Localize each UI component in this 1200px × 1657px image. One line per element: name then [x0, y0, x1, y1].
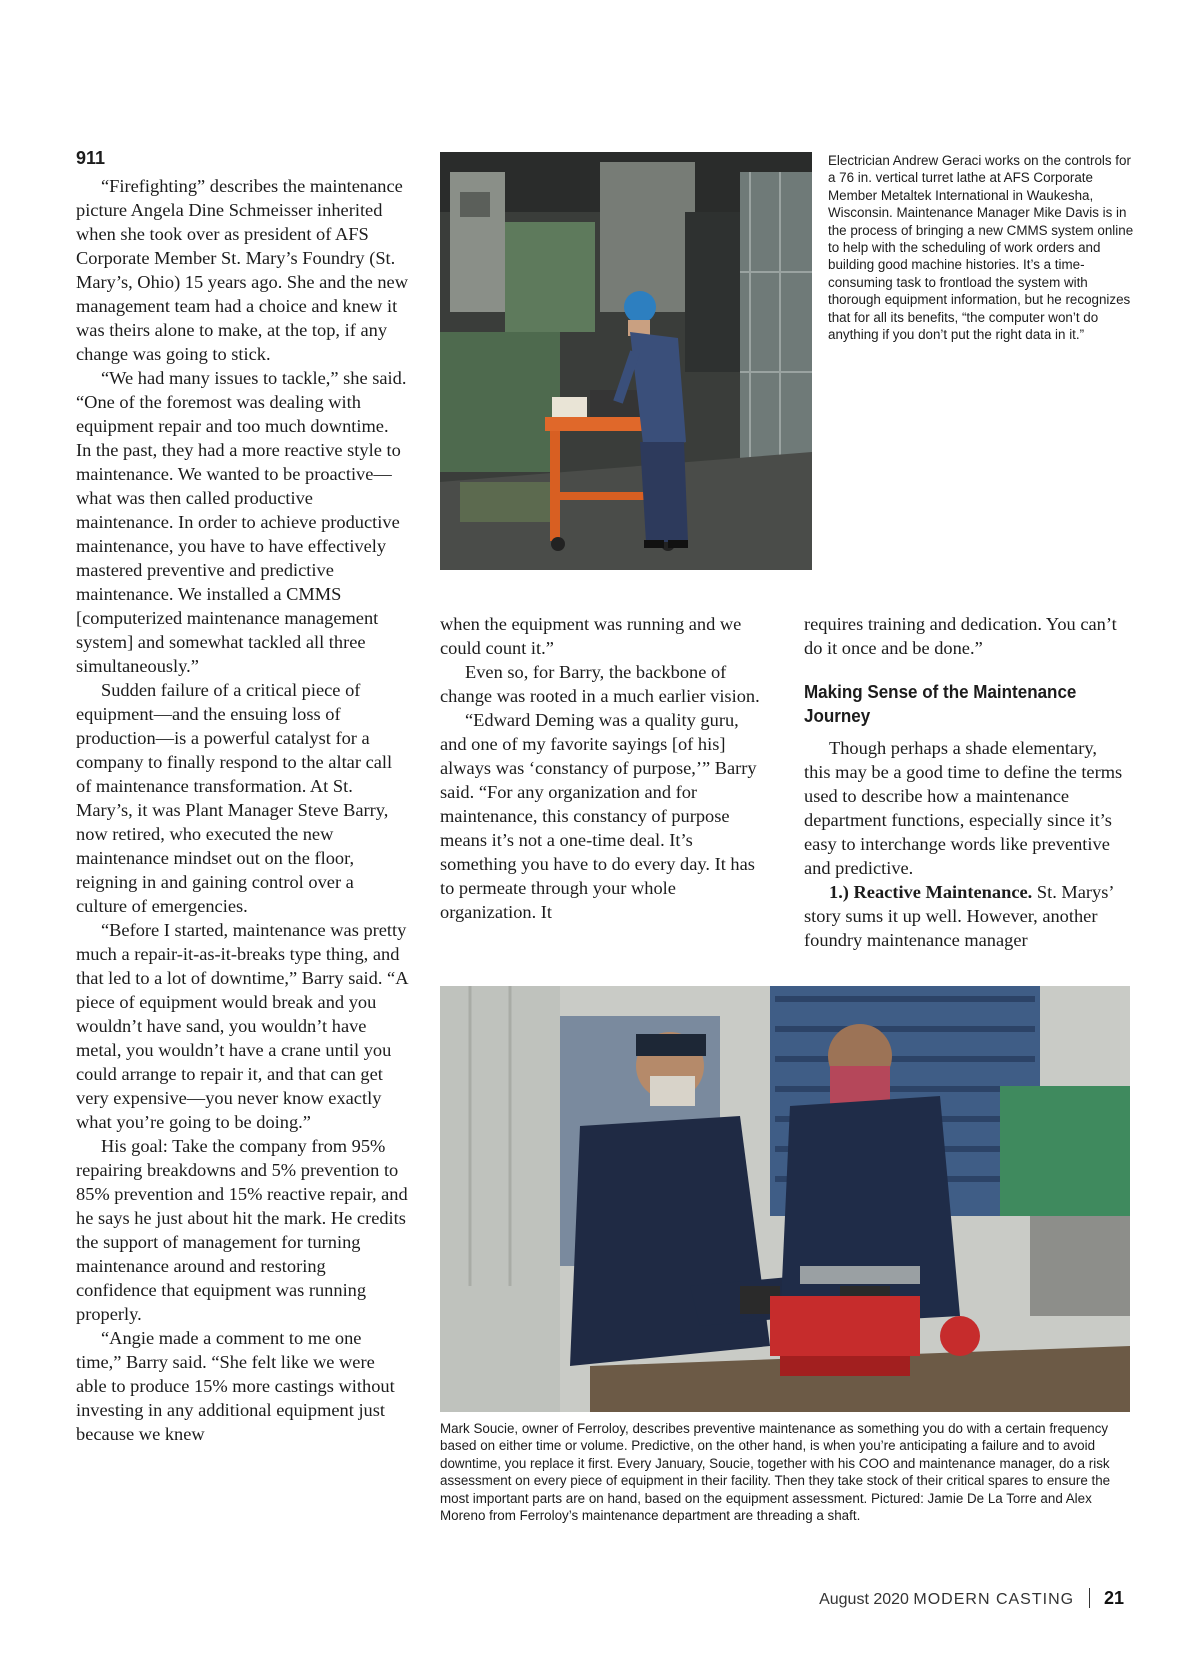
- page-footer: [819, 1588, 1124, 1609]
- paragraph: “Angie made a comment to me one time,” Barry said. “She felt like we were able to produce 15% more castings without investing in any additional equipment just because we knew: [76, 1328, 395, 1444]
- article-column-1: [76, 174, 408, 1446]
- paragraph: requires training and dedication. You can’t do it once and be done.”: [804, 614, 1117, 658]
- page-number: 21: [1103, 1588, 1124, 1608]
- photo-caption-ferroloy: Mark Soucie, owner of Ferroloy, describes preventive maintenance as something you do with a certain frequency based on either time or volume. Predictive, on the other hand, is when you’re anticipating a failure and to avoid downtime, you replace it first. Every January, Soucie, together with his COO and maintenance manager, do a risk assessment on every piece of equipment in their facility. Then they take stock of their critical spares to ensure the most important parts are on hand, based on the equipment assessment. Pictured: Jamie De La Torre and Alex Moreno from Ferroloy’s maintenance department are threading a shaft.: [440, 1421, 1111, 1524]
- article-column-2: [440, 612, 764, 924]
- paragraph: His goal: Take the company from 95% repairing breakdowns and 5% prevention to 85% prevention and 15% reactive repair, and he says he just about hit the mark. He credits the support of management for turning maintenance around and restoring confidence that equipment was running properly.: [76, 1136, 408, 1324]
- section-kicker: 911: [76, 148, 106, 168]
- section-heading: Making Sense of the Maintenance Journey: [804, 681, 1077, 726]
- issue-date: August 2020: [819, 1591, 909, 1608]
- paragraph-text: St. Marys’ story sums it up well. However, another foundry maintenance manager: [804, 882, 1114, 950]
- paragraph: “Before I started, maintenance was pretty much a repair-it-as-it-breaks type thing, and that led to a lot of downtime,” Barry said. “A piece of equipment would break and you wouldn’t have sand, you wouldn’t have metal, you wouldn’t have a crane until you could arrange to repair it, and that can get very expensive—you never know exactly what you’re going to be doing.”: [76, 920, 408, 1132]
- paragraph: [804, 880, 1126, 952]
- article-column-3-continued: [804, 736, 1126, 952]
- article-column-3: [804, 612, 1126, 660]
- paragraph: Though perhaps a shade elementary, this may be a good time to define the terms used to describe how a maintenance department functions, especially since it’s easy to interchange words like preventive and predictive.: [804, 738, 1123, 878]
- paragraph: “We had many issues to tackle,” she said. “One of the foremost was dealing with equipment repair and too much downtime. In the past, they had a more reactive style to maintenance. We wanted to be proactive—what was then called productive maintenance. In order to achieve productive maintenance, you have to have effectively mastered preventive and predictive maintenance. We installed a CMMS [computerized maintenance management system] and somewhat tackled all three simultaneously.”: [76, 368, 407, 676]
- publication-name: MODERN CASTING: [913, 1591, 1075, 1608]
- paragraph: “Firefighting” describes the maintenance picture Angela Dine Schmeisser inherited when she took over as president of AFS Corporate Member St. Mary’s Foundry (St. Mary’s, Ohio) 15 years ago. She and the new management team had a choice and knew it was theirs alone to make, at the top, if any change was going to stick.: [76, 176, 408, 364]
- paragraph: Sudden failure of a critical piece of equipment—and the ensuing loss of production—is a powerful catalyst for a company to finally respond to the altar call of maintenance transformation. At St. Mary’s, it was Plant Manager Steve Barry, now retired, who executed the new maintenance mindset out on the floor, reigning in and gaining control over a culture of emergencies.: [76, 680, 393, 916]
- paragraph: when the equipment was running and we could count it.”: [440, 614, 742, 658]
- photo-caption-electrician: Electrician Andrew Geraci works on the controls for a 76 in. vertical turret lathe at AFS Corporate Member Metaltek International in Waukesha, Wisconsin. Maintenance Manager Mike Davis is in the process of bringing a new CMMS system online to help with the scheduling of work orders and building good machine histories. It’s a time-consuming task to frontload the system with thorough equipment information, but he recognizes that for all its benefits, “the computer won’t do anything if you don’t put the right data in it.”: [828, 153, 1134, 343]
- footer-divider: [1089, 1588, 1090, 1608]
- term-label: 1.) Reactive Maintenance.: [829, 882, 1033, 902]
- photo-electrician-lathe: [440, 152, 812, 570]
- paragraph: “Edward Deming was a quality guru, and one of my favorite sayings [of his] always was ‘constancy of purpose,’” Barry said. “For any organization and for maintenance, this constancy of purpose means it’s not a one-time deal. It’s something you have to do every day. It has to permeate through your whole organization. It: [440, 710, 757, 922]
- photo-workers-graphic: [440, 986, 1130, 1412]
- paragraph: Even so, for Barry, the backbone of change was rooted in a much earlier vision.: [440, 662, 760, 706]
- photo-electrician-graphic: [440, 152, 812, 570]
- photo-workers-vise: [440, 986, 1130, 1412]
